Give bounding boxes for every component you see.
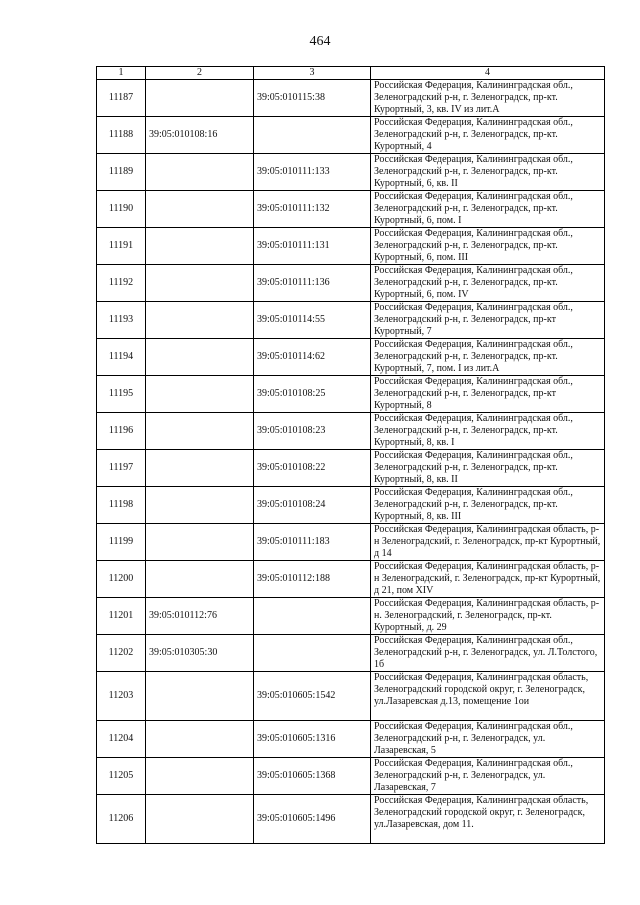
row-number-cell: 11188 (97, 117, 146, 154)
cadastral-number-cell (146, 524, 254, 561)
cadastral-number-cell: 39:05:010111:132 (254, 191, 371, 228)
row-number-cell: 11195 (97, 376, 146, 413)
cadastral-number-cell (146, 561, 254, 598)
cadastral-number-cell: 39:05:010112:76 (146, 598, 254, 635)
table-row (97, 758, 605, 795)
cadastral-number-cell: 39:05:010112:188 (254, 561, 371, 598)
address-cell: Российская Федерация, Калининградская область, р-н. Зеленоградский, г. Зеленоградск, пр-кт. Курортный, д. 29 (371, 598, 605, 635)
table-row (97, 339, 605, 376)
cadastral-number-cell: 39:05:010108:25 (254, 376, 371, 413)
header-row (97, 67, 605, 80)
cadastral-number-cell (146, 302, 254, 339)
cadastral-number-cell (254, 635, 371, 672)
table-body (97, 80, 605, 844)
cadastral-number-cell (254, 598, 371, 635)
cadastral-number-cell (254, 117, 371, 154)
cadastral-number-cell: 39:05:010305:30 (146, 635, 254, 672)
address-cell: Российская Федерация, Калининградская область, Зеленоградский городской округ, г. Зеленоградск, ул.Лазаревская д.13, помещение 1ои (371, 672, 605, 721)
row-number-cell: 11192 (97, 265, 146, 302)
row-number-cell: 11198 (97, 487, 146, 524)
cadastral-number-cell (146, 228, 254, 265)
cadastral-number-cell (146, 80, 254, 117)
table-row (97, 635, 605, 672)
address-cell: Российская Федерация, Калининградская область, Зеленоградский городской округ, г. Зеленоградск, ул.Лазаревская, дом 11. (371, 795, 605, 844)
row-number-cell: 11203 (97, 672, 146, 721)
cadastral-number-cell (146, 154, 254, 191)
cadastral-number-cell (146, 721, 254, 758)
row-number-cell: 11190 (97, 191, 146, 228)
column-header-3: 3 (254, 67, 371, 80)
row-number-cell: 11205 (97, 758, 146, 795)
cadastral-number-cell: 39:05:010111:131 (254, 228, 371, 265)
table-row (97, 228, 605, 265)
cadastral-number-cell: 39:05:010108:23 (254, 413, 371, 450)
cadastral-number-cell: 39:05:010108:24 (254, 487, 371, 524)
table-row (97, 376, 605, 413)
address-cell: Российская Федерация, Калининградская обл., Зеленоградский р-н, г. Зеленоградск, пр-кт. Курортный, 6, пом. IV (371, 265, 605, 302)
cadastral-number-cell (146, 413, 254, 450)
cadastral-number-cell: 39:05:010108:16 (146, 117, 254, 154)
cadastral-number-cell: 39:05:010605:1316 (254, 721, 371, 758)
table-row (97, 80, 605, 117)
row-number-cell: 11189 (97, 154, 146, 191)
row-number-cell: 11201 (97, 598, 146, 635)
cadastral-number-cell: 39:05:010111:133 (254, 154, 371, 191)
table-row (97, 191, 605, 228)
table-row (97, 154, 605, 191)
table-row (97, 524, 605, 561)
row-number-cell: 11196 (97, 413, 146, 450)
cadastral-number-cell: 39:05:010605:1368 (254, 758, 371, 795)
address-cell: Российская Федерация, Калининградская обл., Зеленоградский р-н, г. Зеленоградск, пр-кт. Курортный, 8, кв. I (371, 413, 605, 450)
row-number-cell: 11197 (97, 450, 146, 487)
table-row (97, 413, 605, 450)
cadastral-number-cell (146, 191, 254, 228)
table-row (97, 795, 605, 844)
table-row (97, 598, 605, 635)
address-cell: Российская Федерация, Калининградская обл., Зеленоградский р-н, г. Зеленоградск, ул. Лазаревская, 7 (371, 758, 605, 795)
cadastral-number-cell: 39:05:010114:55 (254, 302, 371, 339)
table-row (97, 721, 605, 758)
column-header-4: 4 (371, 67, 605, 80)
table-row (97, 450, 605, 487)
cadastral-number-cell: 39:05:010605:1496 (254, 795, 371, 844)
cadastral-number-cell (146, 758, 254, 795)
address-cell: Российская Федерация, Калининградская область, р-н Зеленоградский, г. Зеленоградск, пр-кт Курортный, д 21, пом XIV (371, 561, 605, 598)
table-row (97, 117, 605, 154)
row-number-cell: 11191 (97, 228, 146, 265)
row-number-cell: 11202 (97, 635, 146, 672)
column-header-2: 2 (146, 67, 254, 80)
cadastral-number-cell: 39:05:010111:136 (254, 265, 371, 302)
table-row (97, 561, 605, 598)
row-number-cell: 11193 (97, 302, 146, 339)
row-number-cell: 11206 (97, 795, 146, 844)
address-cell: Российская Федерация, Калининградская обл., Зеленоградский р-н, г. Зеленоградск, пр-кт. Курортный, 7, пом. I из лит.А (371, 339, 605, 376)
cadastral-number-cell: 39:05:010115:38 (254, 80, 371, 117)
row-number-cell: 11204 (97, 721, 146, 758)
row-number-cell: 11187 (97, 80, 146, 117)
cadastral-number-cell (146, 339, 254, 376)
column-header-1: 1 (97, 67, 146, 80)
page-number: 464 (309, 34, 331, 49)
address-cell: Российская Федерация, Калининградская обл., Зеленоградский р-н, г. Зеленоградск, пр-кт. Курортный, 6, пом. III (371, 228, 605, 265)
address-cell: Российская Федерация, Калининградская область, р-н Зеленоградский, г. Зеленоградск, пр-кт Курортный, д 14 (371, 524, 605, 561)
row-number-cell: 11194 (97, 339, 146, 376)
table-row (97, 302, 605, 339)
cadastral-number-cell (146, 450, 254, 487)
cadastral-number-cell (146, 265, 254, 302)
cadastral-number-cell (146, 672, 254, 721)
address-cell: Российская Федерация, Калининградская обл., Зеленоградский р-н, г. Зеленоградск, пр-кт. Курортный, 8, кв. III (371, 487, 605, 524)
cadastral-number-cell: 39:05:010108:22 (254, 450, 371, 487)
address-cell: Российская Федерация, Калининградская обл., Зеленоградский р-н, г. Зеленоградск, пр-кт Курортный, 7 (371, 302, 605, 339)
table-row (97, 672, 605, 721)
table-row (97, 487, 605, 524)
cadastral-number-cell: 39:05:010114:62 (254, 339, 371, 376)
address-cell: Российская Федерация, Калининградская обл., Зеленоградский р-н, г. Зеленоградск, пр-кт Курортный, 8 (371, 376, 605, 413)
table-row (97, 265, 605, 302)
row-number-cell: 11200 (97, 561, 146, 598)
cadastral-number-cell: 39:05:010605:1542 (254, 672, 371, 721)
cadastral-number-cell: 39:05:010111:183 (254, 524, 371, 561)
registry-table (96, 66, 605, 844)
cadastral-number-cell (146, 376, 254, 413)
row-number-cell: 11199 (97, 524, 146, 561)
address-cell: Российская Федерация, Калининградская обл., Зеленоградский р-н, г. Зеленоградск, ул. Л.Толстого, 1б (371, 635, 605, 672)
address-cell: Российская Федерация, Калининградская обл., Зеленоградский р-н, г. Зеленоградск, пр-кт. Курортный, 6, кв. II (371, 154, 605, 191)
address-cell: Российская Федерация, Калининградская обл., Зеленоградский р-н, г. Зеленоградск, пр-кт. Курортный, 6, пом. I (371, 191, 605, 228)
address-cell: Российская Федерация, Калининградская обл., Зеленоградский р-н, г. Зеленоградск, пр-кт. Курортный, 8, кв. II (371, 450, 605, 487)
address-cell: Российская Федерация, Калининградская обл., Зеленоградский р-н, г. Зеленоградск, пр-кт. Курортный, 4 (371, 117, 605, 154)
address-cell: Российская Федерация, Калининградская обл., Зеленоградский р-н, г. Зеленоградск, пр-кт. Курортный, 3, кв. IV из лит.А (371, 80, 605, 117)
cadastral-number-cell (146, 487, 254, 524)
address-cell: Российская Федерация, Калининградская обл., Зеленоградский р-н, г. Зеленоградск, ул. Лазаревская, 5 (371, 721, 605, 758)
cadastral-number-cell (146, 795, 254, 844)
